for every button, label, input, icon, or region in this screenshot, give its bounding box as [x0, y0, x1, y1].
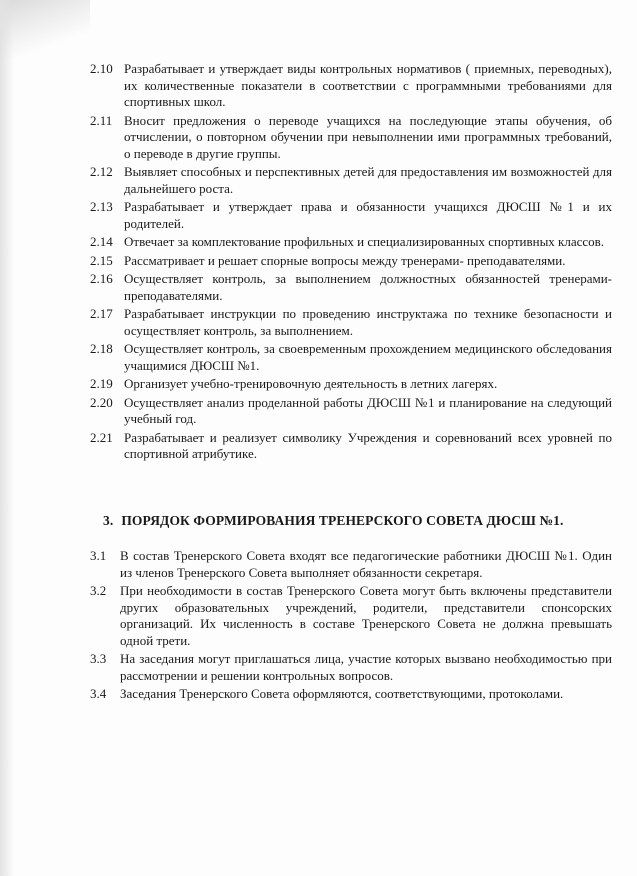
list-item: 2.20 Осуществляет анализ проделанной работы ДЮСШ №1 и планирование на следующий учебный год. — [90, 394, 612, 426]
list-item: 2.14 Отвечает за комплектование профильных и специализированных спортивных классов. — [90, 234, 605, 249]
list-item: 2.21 Разрабатывает и реализует символику Учреждения и соревнований всех уровней по спортивной атрибутике. — [90, 429, 612, 461]
section-heading — [103, 513, 613, 529]
list-item: 2.13 Разрабатывает и утверждает права и обязанности учащихся ДЮСШ №1 и их родителей. — [90, 199, 612, 231]
section-title: ПОРЯДОК ФОРМИРОВАНИЯ ТРЕНЕРСКОГО СОВЕТА ДЮСШ №1. — [121, 513, 564, 528]
list-item: 3.3 На заседания могут приглашаться лица, участие которых вызвано необходимостью при рассмотрении и решении контрольных вопросов. — [90, 651, 612, 683]
scan-shadow-edge — [0, 0, 14, 876]
list-item: 3.2 При необходимости в состав Тренерского Совета могут быть включены представители других образовательных учреждений, родители, представители спонсорских организаций. Их численность в составе Тренерского Совета не должна превышать одной трети. — [90, 583, 612, 648]
list-item: 2.17 Разрабатывает инструкции по проведению инструктажа по технике безопасности и осуществляет контроль, за выполнением. — [90, 306, 612, 338]
list-item: 2.19 Организует учебно-тренировочную деятельность в летних лагерях. — [90, 376, 498, 391]
list-item: 2.10 Разрабатывает и утверждает виды контрольных нормативов ( приемных, переводных), их количественные показатели в соответствии с программными требованиями для спортивных школ. — [90, 61, 612, 109]
list-item: 2.16 Осуществляет контроль, за выполнением должностных обязанностей тренерами- преподавателями. — [90, 271, 612, 303]
list-item: 2.15 Рассматривает и решает спорные вопросы между тренерами- преподавателями. — [90, 252, 566, 268]
list-item: 3.4 Заседания Тренерского Совета оформляются, соответствующими, протоколами. — [90, 686, 564, 701]
list-item: 2.18 Осуществляет контроль, за своевременным прохождением медицинского обследования учащимися ДЮСШ №1. — [90, 341, 612, 373]
section2-list — [90, 61, 612, 465]
section3-list — [90, 548, 612, 705]
list-item: 2.11 Вносит предложения о переводе учащихся на последующие этапы обучения, об отчислении, о повторном обучении при невыполнении ими программных требований, о переводе в другие группы. — [90, 112, 612, 161]
list-item: 2.12 Выявляет способных и перспективных детей для предоставления им возможностей для дальнейшего роста. — [90, 164, 612, 196]
section-number: 3. — [103, 513, 114, 528]
list-item: 3.1 В состав Тренерского Совета входят все педагогические работники ДЮСШ №1. Один из членов Тренерского Совета выполняет обязанности секретаря. — [90, 548, 612, 580]
